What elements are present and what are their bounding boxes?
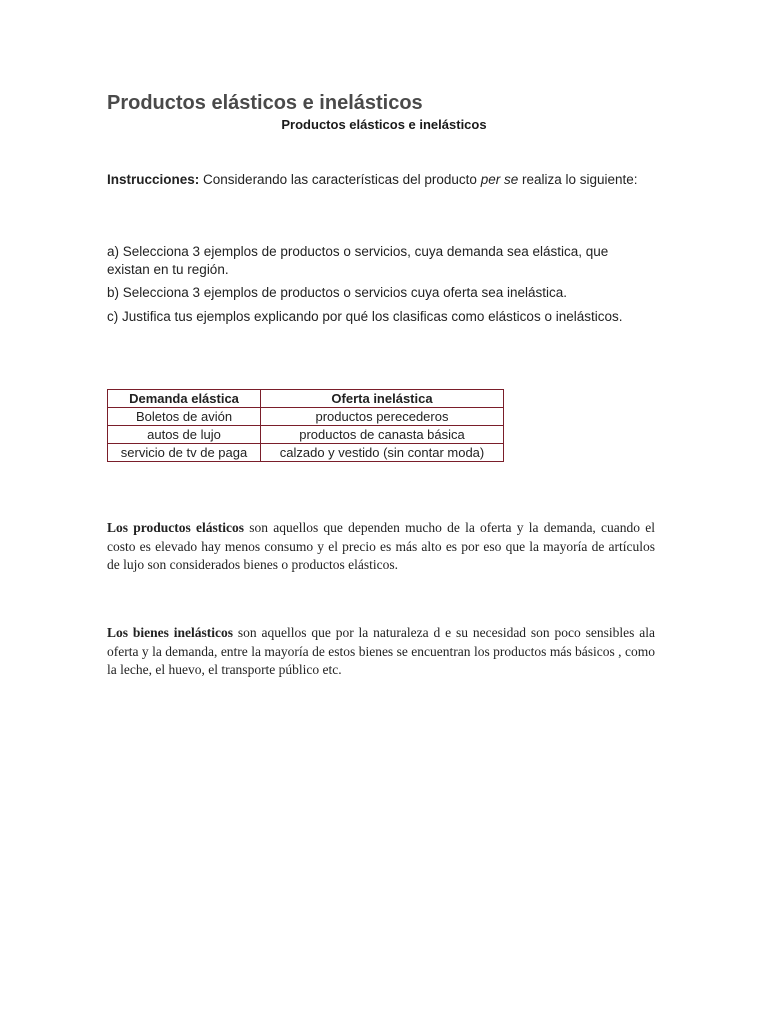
table-cell: productos de canasta básica [261, 426, 504, 444]
elastic-products-term: Los productos elásticos [107, 520, 244, 535]
elastic-products-paragraph [107, 519, 655, 575]
instructions-italic: per se [480, 172, 519, 187]
table-header-row [108, 390, 504, 408]
table-row [108, 408, 504, 426]
header-demanda-elastica: Demanda elástica [108, 390, 261, 408]
header-oferta-inelastica: Oferta inelástica [261, 390, 504, 408]
table-row [108, 426, 504, 444]
inelastic-goods-text: son aquellos que por la naturaleza d e su necesidad son poco sensibles ala oferta y la demanda, entre la mayoría de estos bienes se encuentran los productos más básicos , como la leche, el huevo, el transporte público etc. [107, 625, 656, 677]
table-row [108, 444, 504, 462]
table-cell: autos de lujo [108, 426, 261, 444]
table-cell: productos perecederos [261, 408, 504, 426]
table-cell: calzado y vestido (sin contar moda) [261, 444, 504, 462]
examples-table [107, 389, 504, 462]
document-subtitle: Productos elásticos e inelásticos [281, 117, 487, 132]
instructions-text-after: realiza lo siguiente: [518, 172, 638, 187]
task-item-a: a) Selecciona 3 ejemplos de productos o servicios, cuya demanda sea elástica, que existan en tu región. [107, 244, 609, 277]
table-cell: servicio de tv de paga [108, 444, 261, 462]
instructions-paragraph [107, 171, 647, 189]
elastic-products-text: son aquellos que dependen mucho de la oferta y la demanda, cuando el costo es elevado hay menos consumo y el precio es más alto es por eso que la mayoría de artículos de lujo son considerados bienes o productos elásticos. [107, 520, 656, 572]
task-item-b: b) Selecciona 3 ejemplos de productos o servicios cuya oferta sea inelástica. [107, 285, 567, 300]
inelastic-goods-paragraph [107, 624, 655, 680]
table-cell: Boletos de avión [108, 408, 261, 426]
instructions-label: Instrucciones: [107, 172, 200, 187]
inelastic-goods-term: Los bienes inelásticos [107, 625, 233, 640]
instructions-text-before: Considerando las características del producto [199, 172, 481, 187]
task-item-c: c) Justifica tus ejemplos explicando por qué los clasificas como elásticos o inelásticos. [107, 309, 623, 324]
document-title: Productos elásticos e inelásticos [107, 92, 423, 114]
